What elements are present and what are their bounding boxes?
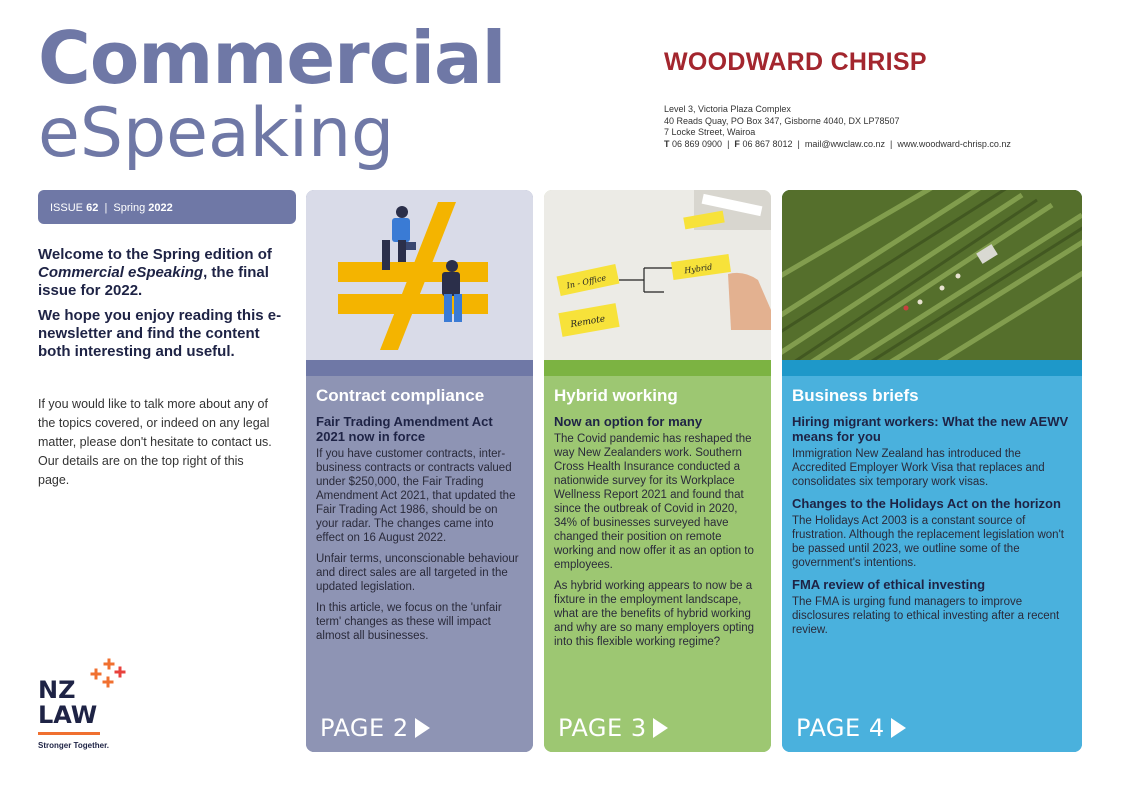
- card-strip: [544, 360, 771, 376]
- phone-number: 06 869 0900: [672, 138, 723, 149]
- page-3-link[interactable]: [558, 714, 668, 742]
- plus-cluster-icon: [82, 656, 132, 696]
- brief-subheading: Changes to the Holidays Act on the horizon: [792, 496, 1061, 511]
- card-heading: Hybrid working: [554, 386, 678, 405]
- brief-text: Immigration New Zealand has introduced the Accredited Employer Work Visa that replaces and consolidates six temporary work visas.: [792, 448, 1045, 488]
- brief-subheading: Hiring migrant workers: What the new AEWV means for you: [792, 414, 1069, 444]
- masthead-title-line2: eSpeaking: [38, 94, 395, 173]
- welcome-text-2: , the final issue for 2022.: [38, 264, 269, 299]
- card-paragraph: In this article, we focus on the 'unfair term' changes as these will impact almost all businesses.: [316, 602, 502, 642]
- phone-label: T: [664, 138, 670, 149]
- card-body: [544, 376, 771, 752]
- logo-law: LAW: [38, 701, 98, 729]
- hybrid-working-photo: [544, 190, 771, 360]
- address-line-1: Level 3, Victoria Plaza Complex: [664, 104, 791, 114]
- card-body: [782, 376, 1082, 752]
- arrow-right-icon: [415, 718, 430, 738]
- card-contract-compliance[interactable]: [306, 190, 533, 752]
- not-equal-illustration: [306, 190, 533, 360]
- page-2-link[interactable]: [320, 714, 430, 742]
- arrow-right-icon: [891, 718, 906, 738]
- vineyard-photo: [782, 190, 1082, 360]
- card-body: [306, 376, 533, 752]
- card-paragraph: Unfair terms, unconscionable behaviour and direct sales are all targeted in the updated legislation.: [316, 553, 519, 593]
- person-sitting-icon: [382, 206, 416, 270]
- brief-subheading: FMA review of ethical investing: [792, 577, 986, 592]
- website-link[interactable]: www.woodward-chrisp.co.nz: [897, 138, 1011, 149]
- sticky-notes-photo: [544, 190, 771, 360]
- arrow-right-icon: [653, 718, 668, 738]
- card-paragraph: If you have customer contracts, inter-business contracts or contracts valued under $250,000, the Fair Trading Amendment Act 2021, that updated the Fair Trading Act 1986, should be on your radar. The changes came into effect on 16 August 2022.: [316, 448, 516, 544]
- page-label: PAGE 3: [558, 714, 647, 742]
- issue-number: 62: [86, 202, 99, 214]
- card-hybrid-working[interactable]: [544, 190, 771, 752]
- issue-season: Spring: [113, 202, 146, 214]
- logo-tagline: Stronger Together.: [38, 741, 109, 750]
- card-paragraph: The Covid pandemic has reshaped the way New Zealanders work. Southern Cross Health Insurance conducted a nationwide survey for its Workplace Wellness Report 2021 and found that since the outbreak of Covid in 2020, 34% of businesses surveyed have changed their position on remote working and now offer it as an option to employees.: [554, 433, 754, 571]
- welcome-paragraph: [38, 246, 288, 300]
- contact-line: T 06 869 0900 | F 06 867 8012 | mail@wwclaw.co.nz | www.woodward-chrisp.co.nz: [664, 138, 1011, 149]
- card-heading: Business briefs: [792, 386, 919, 405]
- issue-label: ISSUE: [50, 202, 84, 214]
- fax-number: 06 867 8012: [742, 138, 793, 149]
- note-remote: Remote: [569, 314, 606, 331]
- address-line-3: 7 Locke Street, Wairoa: [664, 127, 756, 137]
- card-paragraph: As hybrid working appears to now be a fixture in the employment landscape, what are the benefits of hybrid working and why are so many employers opting into this flexible working regime?: [554, 580, 755, 648]
- card-subheading: Fair Trading Amendment Act 2021 now in force: [316, 414, 493, 444]
- logo-nz: NZ: [38, 676, 76, 704]
- address-line-2: 40 Reads Quay, PO Box 347, Gisborne 4040, DX LP78507: [664, 115, 900, 126]
- vineyard-aerial-photo: [782, 190, 1082, 360]
- masthead-title-line1: Commercial: [38, 16, 506, 100]
- nz-law-logo: [38, 656, 148, 756]
- email-link[interactable]: mail@wwclaw.co.nz: [804, 138, 885, 149]
- brief-text: The Holidays Act 2003 is a constant source of frustration. Although the replacement legislation won't be passed until 2023, we outline some of the government's intentions.: [792, 515, 1064, 569]
- issue-banner: ISSUE 62 | Spring 2022: [38, 190, 296, 224]
- firm-address: [664, 104, 1011, 150]
- page-label: PAGE 2: [320, 714, 409, 742]
- card-business-briefs[interactable]: [782, 190, 1082, 752]
- welcome-text-1: Welcome to the Spring edition of: [38, 246, 272, 263]
- firm-name: WOODWARD CHRISP: [664, 48, 927, 76]
- note-in-office: In - Office: [565, 273, 607, 291]
- note-hybrid: Hybrid: [683, 262, 713, 276]
- issue-year: 2022: [148, 202, 173, 214]
- hope-paragraph: We hope you enjoy reading this e-newsletter and find the content both interesting and useful.: [38, 307, 282, 360]
- page-4-link[interactable]: [796, 714, 906, 742]
- card-strip: [782, 360, 1082, 376]
- brief-text: The FMA is urging fund managers to improve disclosures relating to ethical investing after a recent review.: [792, 596, 1060, 636]
- card-heading: Contract compliance: [316, 386, 485, 405]
- card-strip: [306, 360, 533, 376]
- intro-welcome: [38, 246, 288, 361]
- fax-label: F: [734, 138, 740, 149]
- welcome-publication-name: Commercial eSpeaking: [38, 264, 204, 281]
- logo-underline: [38, 732, 100, 735]
- card-subheading: Now an option for many: [554, 414, 703, 429]
- contract-compliance-illustration: [306, 190, 533, 360]
- page-label: PAGE 4: [796, 714, 885, 742]
- intro-contact-text: If you would like to talk more about any of the topics covered, or indeed on any legal matter, please don't hesitate to contact us. Our details are on the top right of this page.: [38, 397, 272, 487]
